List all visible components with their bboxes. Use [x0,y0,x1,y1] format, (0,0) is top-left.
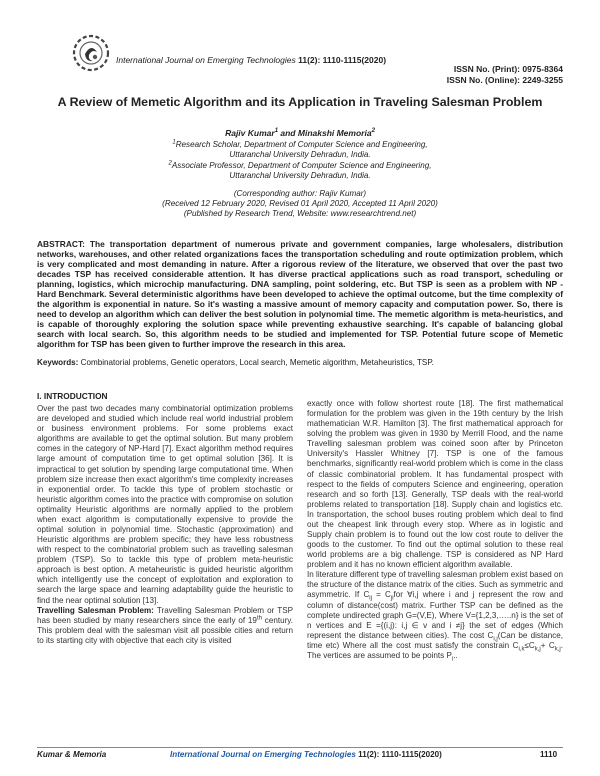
journal-citation-line [116,55,386,65]
publisher-line: (Published by Research Trend, Website: www.researchtrend.net) [183,209,417,218]
intro-paragraph: Over the past two decades many combinatorial optimization problems are developed and studied which include real world industrial problem or business environment problems. For some problems exact algorithms are available to get the optimal solution. But many problem comes in the category of NP-Hard [7]. Exact algorithm method requires large amount of computation time to get optimal solution [36]. It is impractical to get solution by spending large computational time. When problem size increase then exact algorithm's time complexity increases in exponential order. To tackle this type of problem stochastic or heuristic algorithm comes into the practice with compromise on solution optimality Heuristic algorithms are normally applied to the problem when exact algorithm is computationally expensive to provide the optimal solution in polynomial time. Stochastic (approximation) and Heuristic algorithms are problem specific; they have less robustness with respect to the combinatorial problem such as travelling salesman problem (TSP). So to tackle this type of problem meta-heuristic approach is best option. A metaheuristic is guided heuristic algorithm which intelligently use the concept of exploitation and exploration to search the large space and learning adaptability guide the heuristic to find the near optimal solution [13]. [37,404,293,605]
body-text: . The vertices are assumed to be points P [307,640,563,660]
subscript: ji [390,596,394,603]
body-text: for ∀i,j where i and j represent the row and column of distance(cost) matrix. Further TSP can be defined as the complete undirected graph G=(V,E), Where V={1,2,3,…..n} is the set of n vertices and E ={(i,j): i,j ∈ v and i ≠j} the set of edges (Which represent the distance between cities). The cost C [307,590,563,640]
footer-authors: Kumar & Memoria [37,750,107,759]
received-dates: (Received 12 February 2020, Revised 01 April 2020, Accepted 11 April 2020) [162,199,438,208]
subscript: i,k [518,646,525,653]
keywords [37,358,563,368]
author-sup: 1 [274,128,279,135]
corresponding-author: (Corresponding author: Rajiv Kumar) [233,189,367,198]
keywords-text: Combinatorial problems, Genetic operators, Local search, Memetic algorithm, Metaheuristics, TSP. [78,358,434,367]
tsp-paragraph [37,606,293,646]
body-text: (Can be distance, time etc) Where all the cost must satisfy the constrain C [307,630,563,650]
left-column [37,391,293,646]
author-sup: 2 [371,128,375,135]
tsp-runin-heading: Travelling Salesman Problem: [37,605,154,615]
issn-online: ISSN No. (Online): 2249-3255 [446,75,563,85]
issn-print: ISSN No. (Print): 0975-8364 [453,64,563,74]
affil-sup: 1 [172,139,176,146]
right-column [307,399,563,661]
author-line [40,128,560,138]
tsp-sup: th [256,615,262,622]
subscript: k,j [554,646,561,653]
journal-logo-icon [71,33,111,73]
footer-journal-name: International Journal on Emerging Technologies [170,750,356,759]
tsp-text: century. This problem deal with the salesman visit all possible cities and return to its starting city with objective that each city is visited [37,615,293,645]
body-paragraph [307,570,563,661]
footer-journal [170,750,442,759]
subscript: ij [369,596,372,603]
affil-line: Research Scholar, Department of Computer Science and Engineering, [175,140,428,149]
volume-issue-pages: 11(2): 1110-1115(2020) [298,55,387,65]
footer-volume: 11(2): 1110-1115(2020) [358,750,442,759]
body-paragraph: exactly once with follow shortest route [18]. The first mathematical formulation for the problem was given in the 19th century by the Irish mathematician W.R. Hamilton [3]. The first mathematical approach for solving the problem was given in 1930 by Merrill Flood, and the name Travelling salesman problem was coined soon after by Princeton University's Hassler Whitney [7]. TSP is one of the famous benchmarks, significantly real-world problem which is come in the class of classic combinatorial problem. It has fundamental prospect with respect to the fields of computers Science and engineering, operation research and so forth [13]. Generally, TSP deals with the real-world problems related to transportation [18]. Supply chain and logistics etc. In transportation, the school buses routing problem which deal to find out the cheapest link through every stop. Where as in logistic and Supply chain problem is to found out the low cost route to deliver the goods to the customer. To find out the optimal solution to these real world problems are a big challenge. TSP is considered as NP Hard problem and it has no known efficient algorithm available. [307,399,563,570]
subscript: i,j [493,636,498,643]
author-name: Rajiv Kumar [225,128,275,138]
affil-line: Uttaranchal University Dehradun, India. [229,150,371,159]
body-text: + C [540,640,555,650]
affiliation-2 [40,161,560,181]
body-text: .. [453,650,458,660]
affil-line: Associate Professor, Department of Computer Science and Engineering, [171,161,432,170]
affiliation-1 [40,140,560,160]
affil-line: Uttaranchal University Dehradun, India. [229,171,371,180]
body-text: = C [371,590,391,600]
author-name: Minakshi Memoria [297,128,372,138]
body-text: ≤C [524,640,535,650]
section-heading: I. INTRODUCTION [37,391,108,401]
author-and: and [278,128,298,138]
abstract: ABSTRACT: The transportation department of numerous private and government companies, large wholesalers, distribution networks, warehouses, and other related organizations faces the transportation scheduling and route optimization problem, which is very complicated and most demanding in nature. After a rigorous review of the literature, we observed that over the past two decades TSP has received considerable attention. It has diverse practical applications such as road transport, scheduling or planning, logistics, which microchip manufacturing. DNA sampling, point soldering, etc. But TSP is seen as a problem with NP - Hard Benchmark. Several deterministic algorithms have been developed to achieve the optimal outcome, but the time complexity of the algorithm is exponential in nature. So it's wasting a massive amount of memory capacity and computation power. So, there is need to develop an algorithm which can deliver the best solution in polynomial time. The memetic algorithm is meta-heuristics, and is capable of thoroughly exploring the solution space while preventing exhaustive searching. It's capable of balancing global search with local search. So, this algorithm needs to be studied and implemented for TSP. Potential future scope of Memetic algorithm for TSP has been given to further improve the research in this area. [37,239,563,349]
page-number: 1110 [540,750,558,759]
subscript: i [451,656,454,663]
journal-name: International Journal on Emerging Technologies [116,55,296,65]
subscript: k,j [534,646,541,653]
affil-sup: 2 [168,160,172,167]
article-title: A Review of Memetic Algorithm and its Application in Traveling Salesman Problem [57,95,543,109]
tsp-text: Travelling Salesman Problem or TSP has been studied by many researchers since the early of 19 [37,605,294,625]
footer-divider [37,747,563,748]
keywords-label: Keywords: [37,358,79,367]
body-text: In literature different type of travelling salesman problem exist based on the structure of the distance matrix of the cities. Such as symmetric and asymmetric. If C [307,570,563,600]
